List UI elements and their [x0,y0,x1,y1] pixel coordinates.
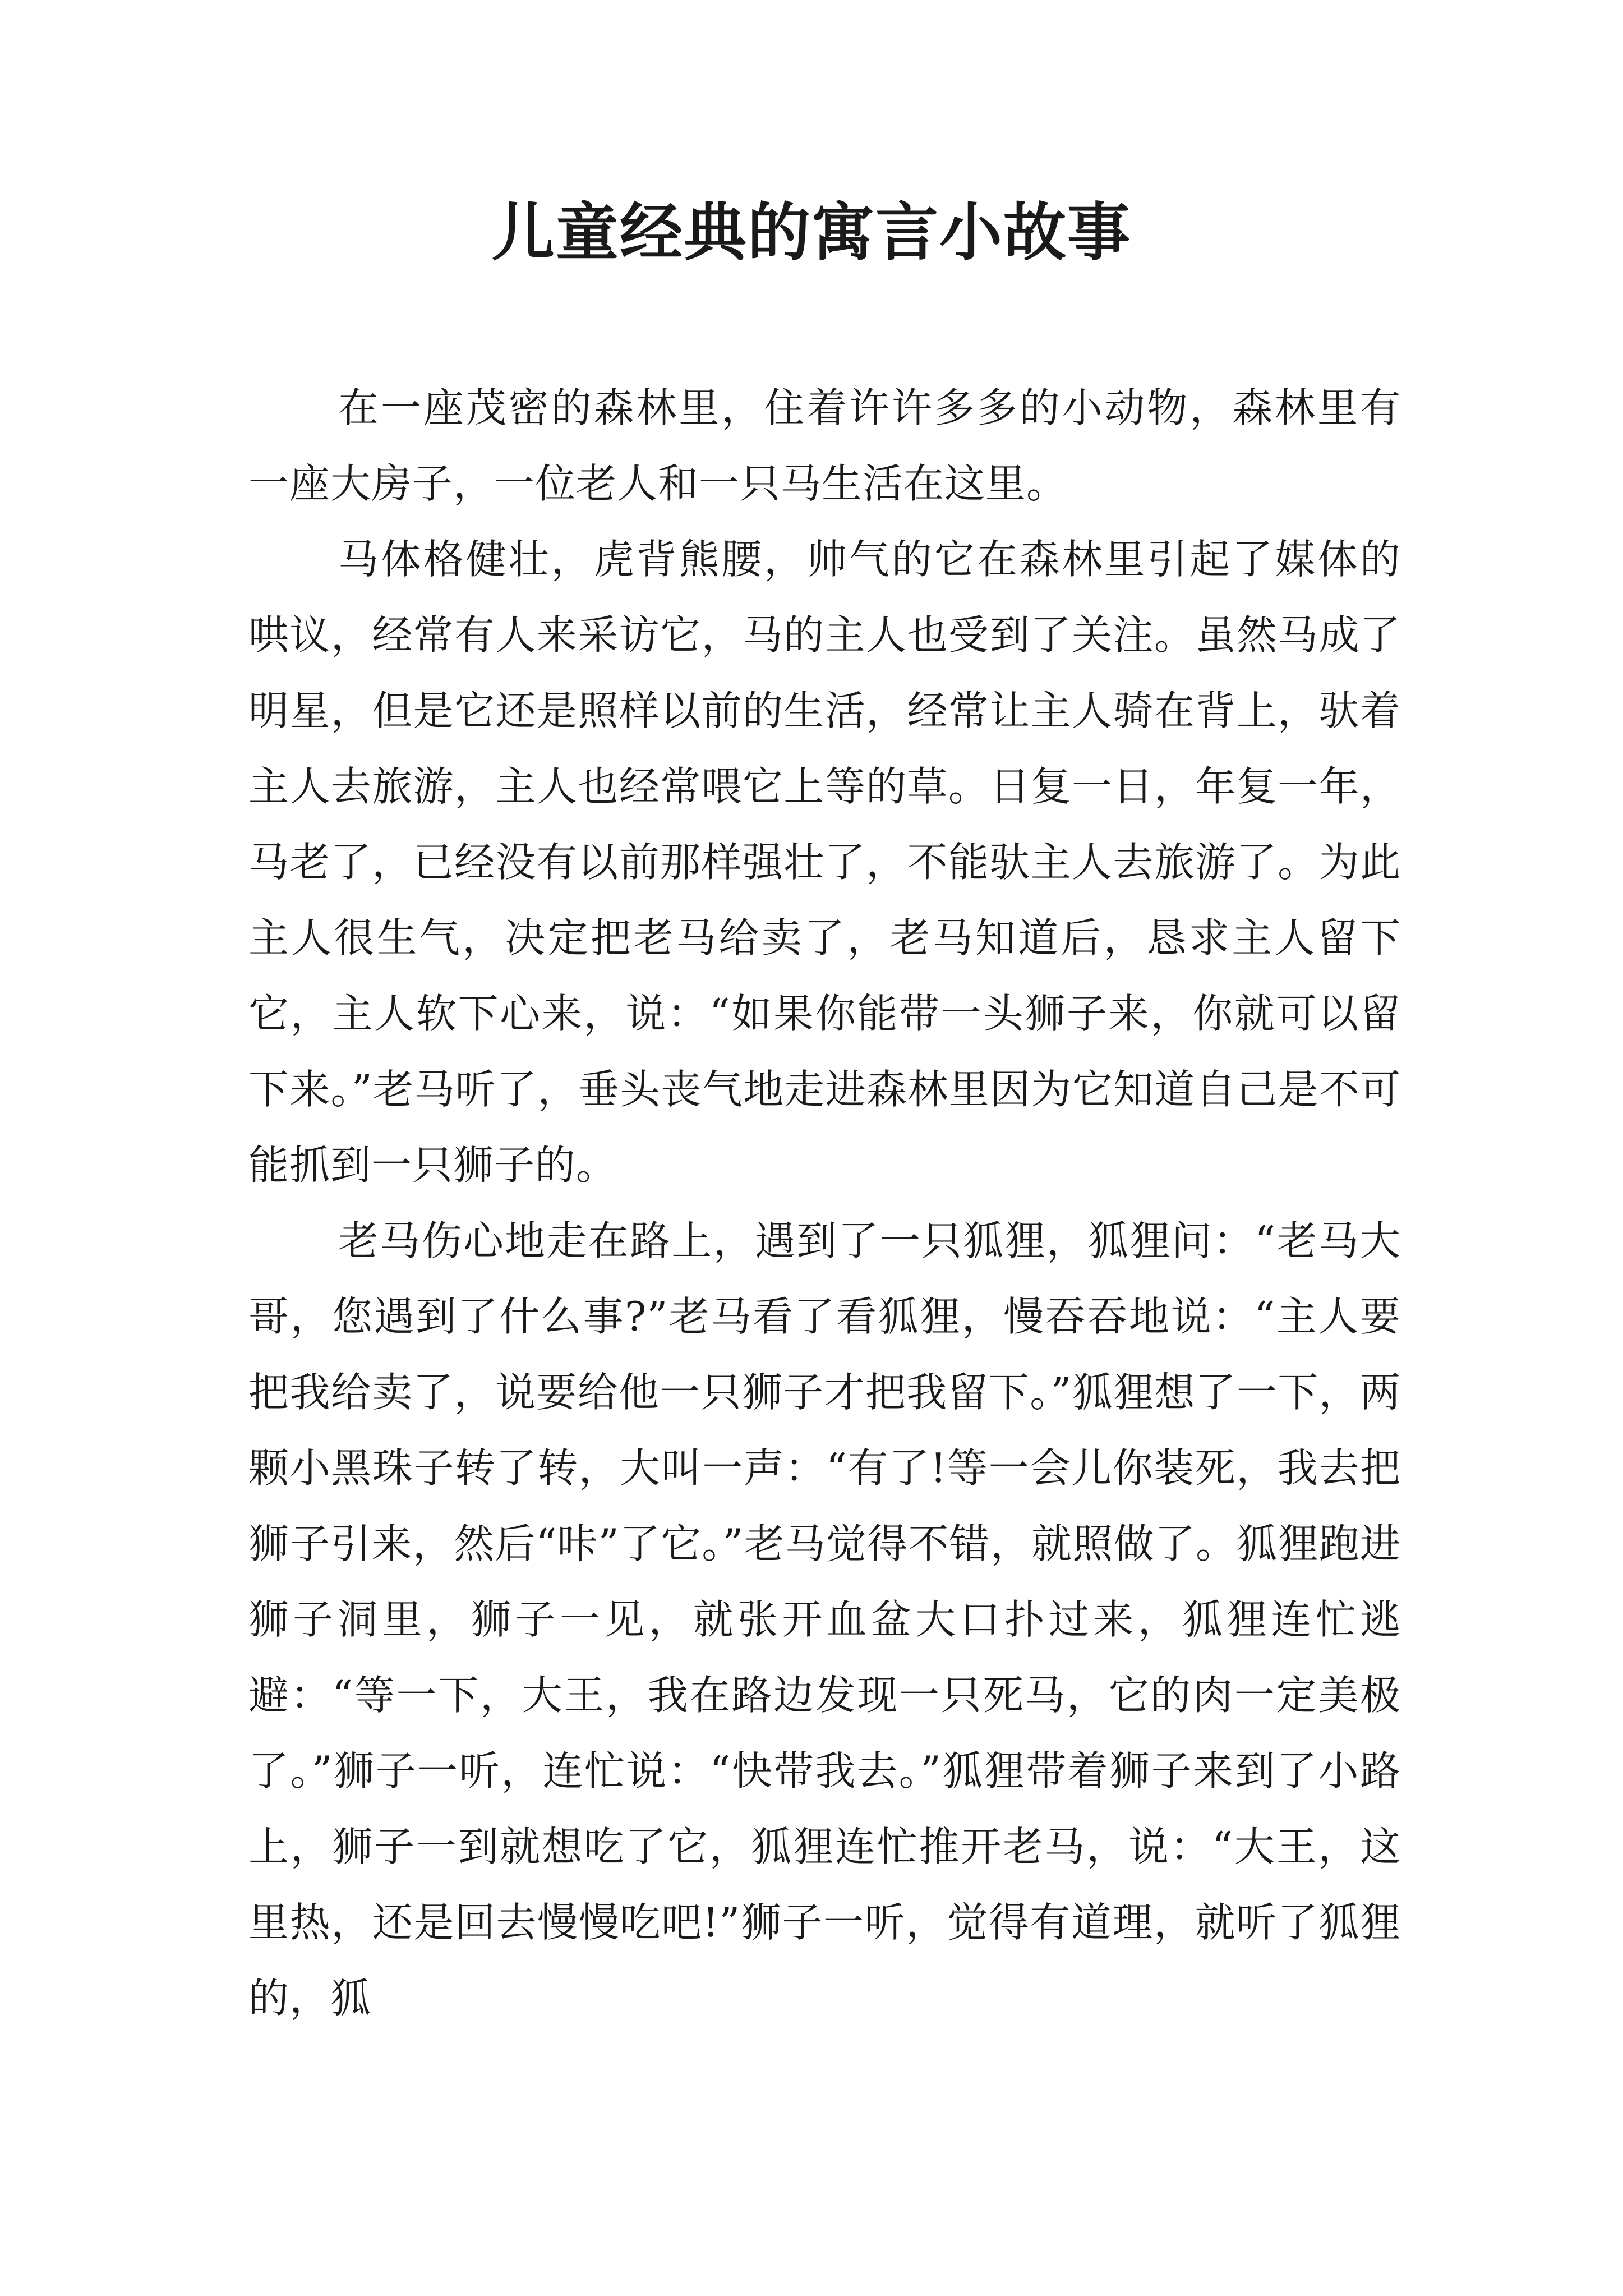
document-body [248,370,1401,2036]
paragraph-1: 在一座茂密的森林里，住着许许多多的小动物，森林里有一座大房子，一位老人和一只马生活在这里。 [248,384,1401,507]
document-title: 儿童经典的寓言小故事 [492,196,1131,269]
paragraph-2: 马体格健壮，虎背熊腰，帅气的它在森林里引起了媒体的哄议，经常有人来采访它，马的主人也受到了关注。虽然马成了明星，但是它还是照样以前的生活，经常让主人骑在背上，驮着主人去旅游，主人也经常喂它上等的草。日复一日，年复一年，马老了，已经没有以前那样强壮了，不能驮主人去旅游了。为此主人很生气，决定把老马给卖了，老马知道后，恳求主人留下它，主人软下心来，说：“如果你能带一头狮子来，你就可以留下来。”老马听了，垂头丧气地走进森林里因为它知道自己是不可能抓到一只狮子的。 [248,536,1401,1189]
paragraph-3: 老马伤心地走在路上，遇到了一只狐狸，狐狸问：“老马大哥，您遇到了什么事?”老马看了看狐狸，慢吞吞地说：“主人要把我给卖了，说要给他一只狮子才把我留下。”狐狸想了一下，两颗小黑珠子转了转，大叫一声：“有了!等一会儿你装死，我去把狮子引来，然后“咔”了它。”老马觉得不错，就照做了。狐狸跑进狮子洞里，狮子一见，就张开血盆大口扑过来，狐狸连忙逃避：“等一下，大王，我在路边发现一只死马，它的肉一定美极了。”狮子一听，连忙说：“快带我去。”狐狸带着狮子来到了小路上，狮子一到就想吃了它，狐狸连忙推开老马，说：“大王，这里热，还是回去慢慢吃吧!”狮子一听，觉得有道理，就听了狐狸的，狐 [248,1217,1401,2022]
